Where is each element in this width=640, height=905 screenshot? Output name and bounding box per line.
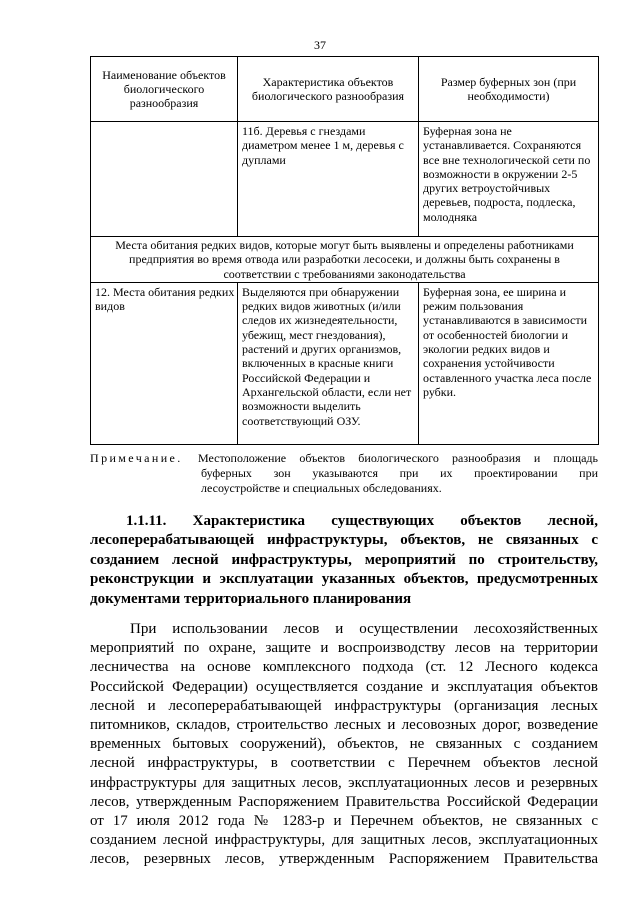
row-11b-characteristic: 11б. Деревья с гнездами диаметром менее 1 м, деревья с дуплами bbox=[238, 122, 419, 237]
body-line: мероприятий по охране, защите и воспроизводству лесов на территории bbox=[90, 640, 598, 657]
header-characteristic: Характеристика объектов биологического разнообразия bbox=[238, 57, 419, 122]
heading-line: реконструкции и эксплуатации указанных объектов, предусмотренных bbox=[90, 571, 598, 588]
body-line: лесов, резервных лесов, утвержденным Распоряжением Правительства bbox=[90, 851, 598, 868]
heading-line: документами территориального планирования bbox=[90, 590, 412, 607]
heading-line: созданием лесной инфраструктуры, мероприятий по строительству, bbox=[90, 551, 598, 568]
note-line-1: Местоположение объектов биологического разнообразия и площадь bbox=[198, 451, 598, 465]
table-section-row bbox=[91, 237, 599, 283]
row-12-buffer: Буферная зона, ее ширина и режим пользования устанавливаются в зависимости от особенностей биологии и экологии редких видов и сохранения устойчивости оставленного участка леса после рубки. bbox=[419, 282, 599, 444]
section-title: Места обитания редких видов, которые могут быть выявлены и определены работниками предприятия во время отвода или разработки лесосеки, и должны быть сохранены в соответствии с требованиями законодательства bbox=[91, 237, 599, 283]
biodiversity-table bbox=[90, 56, 599, 445]
body-line: созданием лесной инфраструктуры, для защитных лесов, эксплуатационных bbox=[90, 832, 598, 849]
row-11b-name bbox=[91, 122, 238, 237]
body-line: лесов, утвержденным Распоряжением Правительства Российской Федерации bbox=[90, 793, 598, 810]
body-line: При использовании лесов и осуществлении лесохозяйственных bbox=[130, 621, 598, 637]
body-line: питомников, складов, строительство лесных и лесовозных дорог, возведение bbox=[90, 717, 598, 734]
page-number: 37 bbox=[314, 38, 326, 52]
note-line-3: лесоустройстве и специальных обследованиях. bbox=[201, 480, 442, 495]
row-12-name: 12. Места обитания редких видов bbox=[91, 282, 238, 444]
body-line: временных бытовых сооружений), объектов, не связанных с созданием bbox=[90, 736, 598, 753]
heading-line: лесоперерабатывающей инфраструктуры, объектов, не связанных с bbox=[90, 532, 598, 549]
body-line: от 17 июля 2012 года № 1283-р и Перечнем объектов, не связанных с bbox=[90, 813, 598, 830]
header-buffer: Размер буферных зон (при необходимости) bbox=[419, 57, 599, 122]
table-row bbox=[91, 122, 599, 237]
heading-line: 1.1.11. Характеристика существующих объектов лесной, bbox=[126, 513, 598, 529]
body-line: лесничества на основе комплексного подхода (ст. 12 Лесного кодекса bbox=[90, 659, 598, 676]
table-note bbox=[90, 451, 598, 495]
header-name: Наименование объектов биологического разнообразия bbox=[91, 57, 238, 122]
section-heading bbox=[90, 512, 598, 609]
body-paragraph bbox=[90, 620, 598, 870]
body-line: инфраструктуры для защитных лесов, эксплуатационных лесов и резервных bbox=[90, 774, 598, 791]
table-row bbox=[91, 282, 599, 444]
body-line: лесной инфраструктуры, в соответствии с Перечнем объектов лесной bbox=[90, 755, 598, 772]
body-line: лесной и лесоперерабатывающей инфраструктуры (организация лесных bbox=[90, 697, 598, 714]
note-line-2: буферных зон указываются при их проектировании при bbox=[201, 465, 598, 480]
row-12-characteristic: Выделяются при обнаружении редких видов животных (и/или следов их жизнедеятельности, убежищ, мест гнездования), растений и других организмов, включенных в красные книги Российской Федерации и Архангельской области, если нет возможности выделить соответствующий ОЗУ. bbox=[238, 282, 419, 444]
row-11b-buffer: Буферная зона не устанавливается. Сохраняются все вне технологической сети по возможности в окружении 2-5 других ветроустойчивых деревьев, подроста, подлеска, молодняка bbox=[419, 122, 599, 237]
note-label: Примечание. bbox=[90, 451, 183, 465]
table-header-row bbox=[91, 57, 599, 122]
body-line: Российской Федерации) осуществляется создание и эксплуатация объектов bbox=[90, 678, 598, 695]
